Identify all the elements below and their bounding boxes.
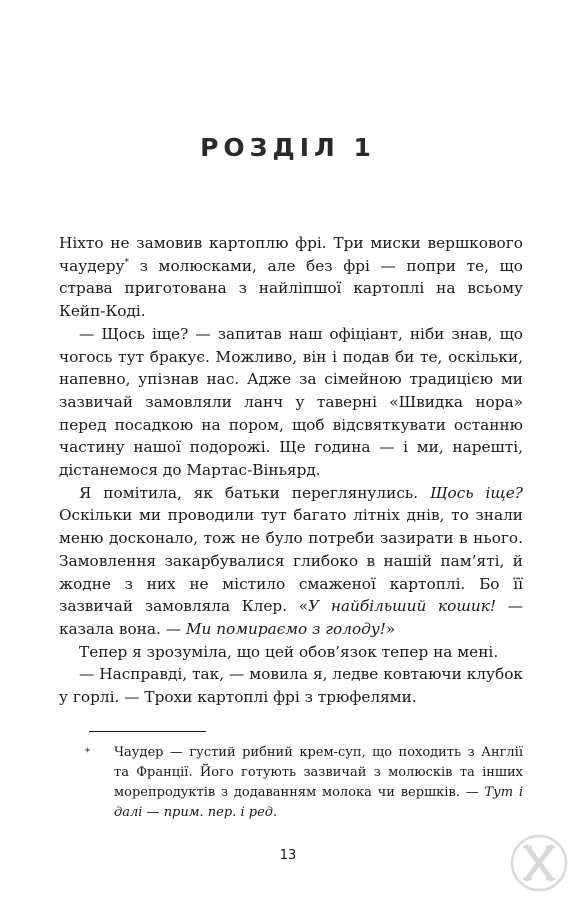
- footnote-text: Чаудер — густий рибний крем-суп, що походить з Англії та Франції. Його готують зазвичай з молюсків та інших морепродуктів з додаванням молока чи вершків. — Тут і далі — прим. пер. і ред.: [114, 745, 523, 820]
- paragraph: Я помітила, як батьки переглянулись. Щось іще? Оскільки ми проводили тут багато літніх днів, то знали меню досконало, тож не було потреби зазирати в нього. Замовлення закарбувалися глибоко в нашій пам’яті, й жодне з них не містило смаженої картоплі. Бо її зазвичай замовляла Клер. «У найбільший кошик! — казала вона. — Ми помираємо з голоду!»: [59, 483, 523, 638]
- paragraph: — Насправді, так, — мовила я, ледве ковтаючи клубок у горлі. — Трохи картоплі фрі з трюфелями.: [59, 665, 523, 707]
- paragraph: Тепер я зрозуміла, що цей обов’язок тепер на мені.: [79, 642, 499, 661]
- body-text: [59, 232, 523, 709]
- footnote-marker[interactable]: *: [124, 257, 129, 268]
- paragraph: — Щось іще? — запитав наш офіціант, ніби знав, що чогось тут бракує. Можливо, він і подав би те, оскільки, напевно, упізнав нас. Адже за сімейною традицією ми зазвичай замовляли ланч у таверні «Швидка нора» перед посадкою на пором, щоб відсвяткувати останню частину нашої подорожі. Ще година — і ми, нарешті, дістанемося до Мартас-Віньярд.: [59, 324, 523, 480]
- footnote-mark: *: [85, 747, 90, 758]
- chapter-heading: РОЗДІЛ 1: [200, 133, 376, 162]
- x-logo-icon: [508, 832, 570, 894]
- footnote: [59, 743, 523, 823]
- paragraph: Ніхто не замовив картоплю фрі. Три миски вершкового чаудеру* з молюсками, але без фрі — попри те, що страва приготована з найліпшої картоплі на всьому Кейп-Коді.: [59, 234, 523, 321]
- page-number: 13: [279, 848, 297, 863]
- footnote-divider: [89, 731, 206, 732]
